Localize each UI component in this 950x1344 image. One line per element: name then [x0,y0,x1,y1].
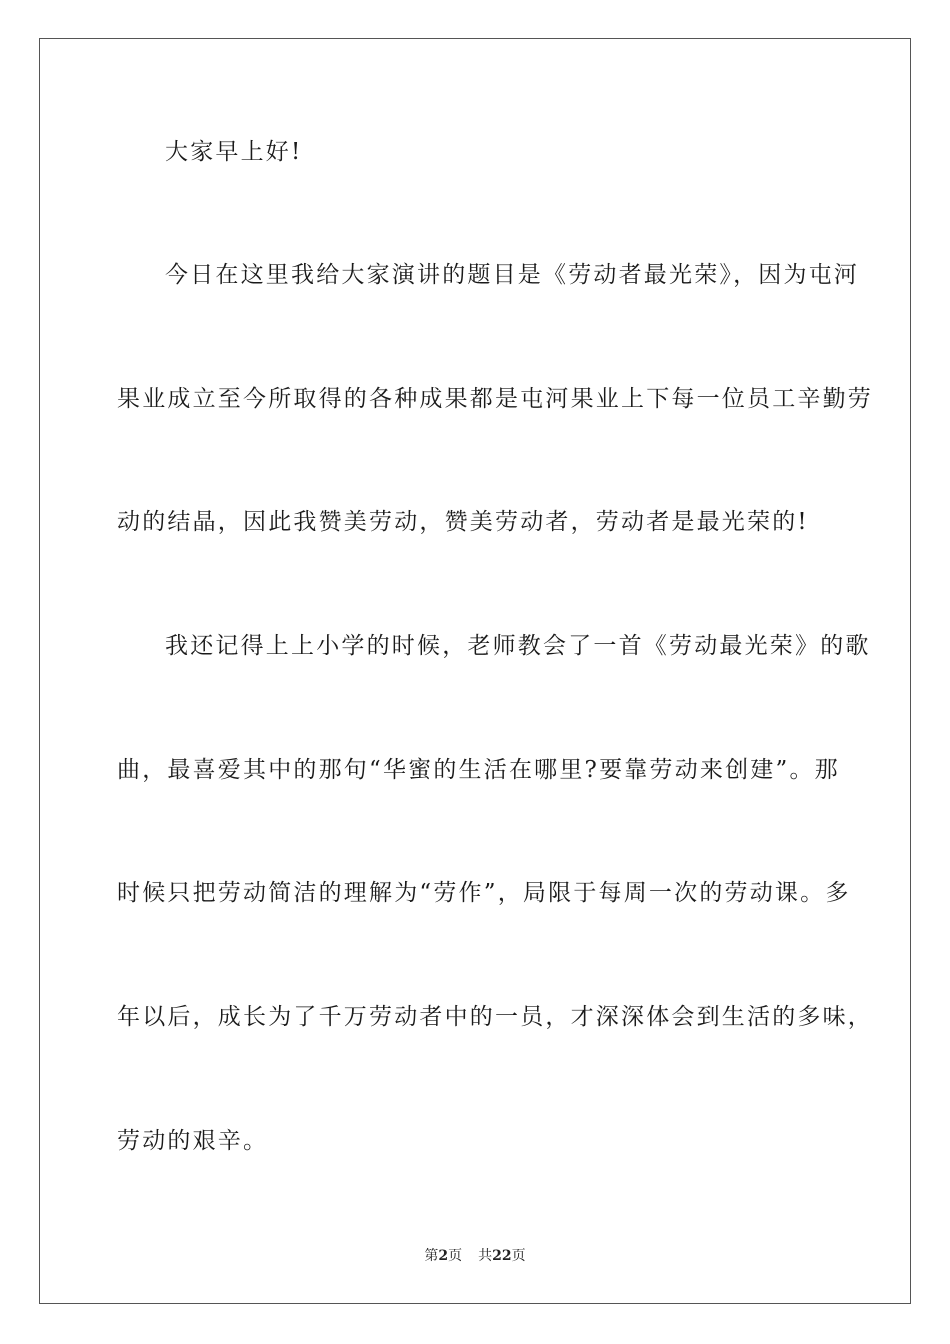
text-line: 我还记得上上小学的时候，老师教会了一首《劳动最光荣》的歌 [165,633,871,659]
page-number: 2 [438,1248,449,1264]
page-unit: 页 [448,1248,463,1264]
page-footer [0,1246,950,1266]
text-line-greeting: 大家早上好! [165,139,303,165]
page-frame [39,38,911,1304]
text-line: 曲，最喜爱其中的那句“华蜜的生活在哪里?要靠劳动来创建”。那 [117,757,840,783]
text-line: 果业成立至今所取得的各种成果都是屯河果业上下每一位员工辛勤劳 [117,386,873,412]
text-line: 动的结晶，因此我赞美劳动，赞美劳动者，劳动者是最光荣的! [117,509,809,535]
page-prefix: 第 [424,1248,439,1264]
text-line: 年以后，成长为了千万劳动者中的一员，才深深体会到生活的多味， [117,1004,873,1030]
text-line: 今日在这里我给大家演讲的题目是《劳动者最光荣》，因为屯河 [165,262,860,288]
text-line: 劳动的艰辛。 [117,1128,269,1154]
text-line: 时候只把劳动简洁的理解为“劳作”，局限于每周一次的劳动课。多 [117,880,851,906]
total-pages: 22 [492,1248,512,1264]
total-prefix: 共 [478,1248,493,1264]
total-unit: 页 [511,1248,526,1264]
